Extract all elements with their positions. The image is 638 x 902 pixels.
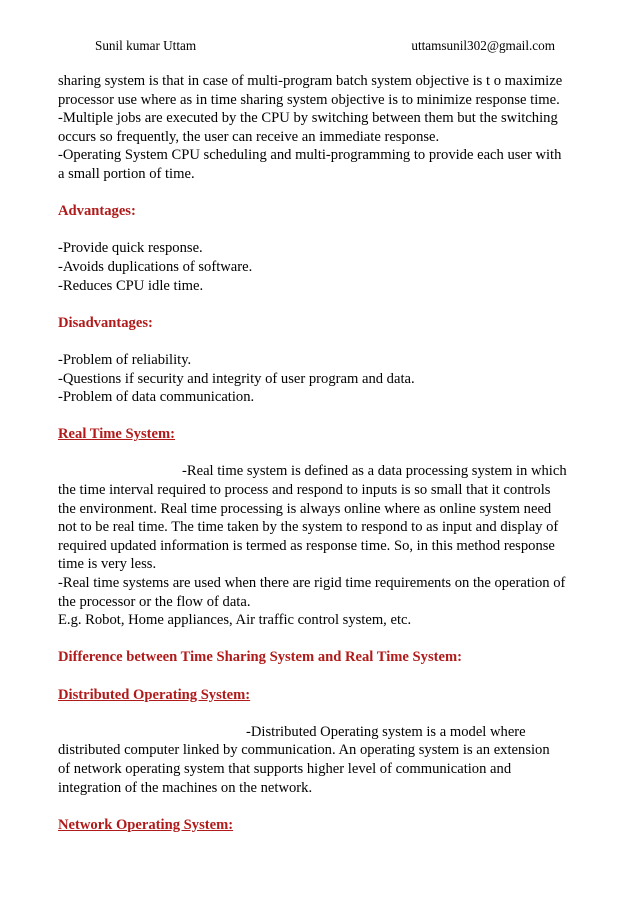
body-line: distributed computer linked by communication. An operating system is an extension <box>58 742 550 759</box>
body-line: the time interval required to process and respond to inputs is so small that it controls <box>58 482 551 499</box>
disadvantage-item: -Problem of data communication. <box>58 389 255 406</box>
body-line: -Distributed Operating system is a model where <box>246 723 526 740</box>
body-line: time is very less. <box>58 556 157 573</box>
disadvantages-heading: Disadvantages: <box>58 314 153 331</box>
body-line: the processor or the flow of data. <box>58 593 251 610</box>
body-line: of network operating system that supports higher level of communication and <box>58 760 512 777</box>
disadvantage-item: -Problem of reliability. <box>58 351 192 368</box>
body-line: sharing system is that in case of multi-program batch system objective is t o maximize <box>58 73 563 89</box>
real-time-heading: Real Time System: <box>58 426 176 443</box>
advantage-item: -Provide quick response. <box>58 240 203 257</box>
difference-heading: Difference between Time Sharing System and Real Time System: <box>58 649 462 666</box>
advantage-item: -Reduces CPU idle time. <box>58 277 204 294</box>
body-line: -Multiple jobs are executed by the CPU by switching between them but the switching <box>58 110 558 127</box>
body-line: the environment. Real time processing is always online where as online system need <box>58 500 552 517</box>
body-line: -Real time systems are used when there are rigid time requirements on the operation of <box>58 575 566 592</box>
advantage-item: -Avoids duplications of software. <box>58 258 253 275</box>
network-heading: Network Operating System: <box>58 816 234 833</box>
body-line: E.g. Robot, Home appliances, Air traffic control system, etc. <box>58 612 412 629</box>
document-body <box>58 72 588 834</box>
body-line: required updated information is termed as response time. So, in this method response <box>58 537 555 554</box>
disadvantage-item: -Questions if security and integrity of user program and data. <box>58 370 415 387</box>
body-line: -Real time system is defined as a data processing system in which <box>182 463 567 480</box>
advantages-heading: Advantages: <box>58 203 136 220</box>
body-line: processor use where as in time sharing system objective is to minimize response time. <box>58 91 560 108</box>
body-line: -Operating System CPU scheduling and multi-programming to provide each user with <box>58 147 562 164</box>
body-line: integration of the machines on the network. <box>58 779 313 796</box>
body-line: occurs so frequently, the user can receive an immediate response. <box>58 128 440 145</box>
distributed-heading: Distributed Operating System: <box>58 686 251 703</box>
header-email: uttamsunil302@gmail.com <box>411 38 555 53</box>
body-line: a small portion of time. <box>58 165 195 182</box>
body-line: not to be real time. The time taken by the system to respond to as input and display of <box>58 519 559 536</box>
header-author: Sunil kumar Uttam <box>95 38 197 53</box>
page-header <box>95 38 555 54</box>
